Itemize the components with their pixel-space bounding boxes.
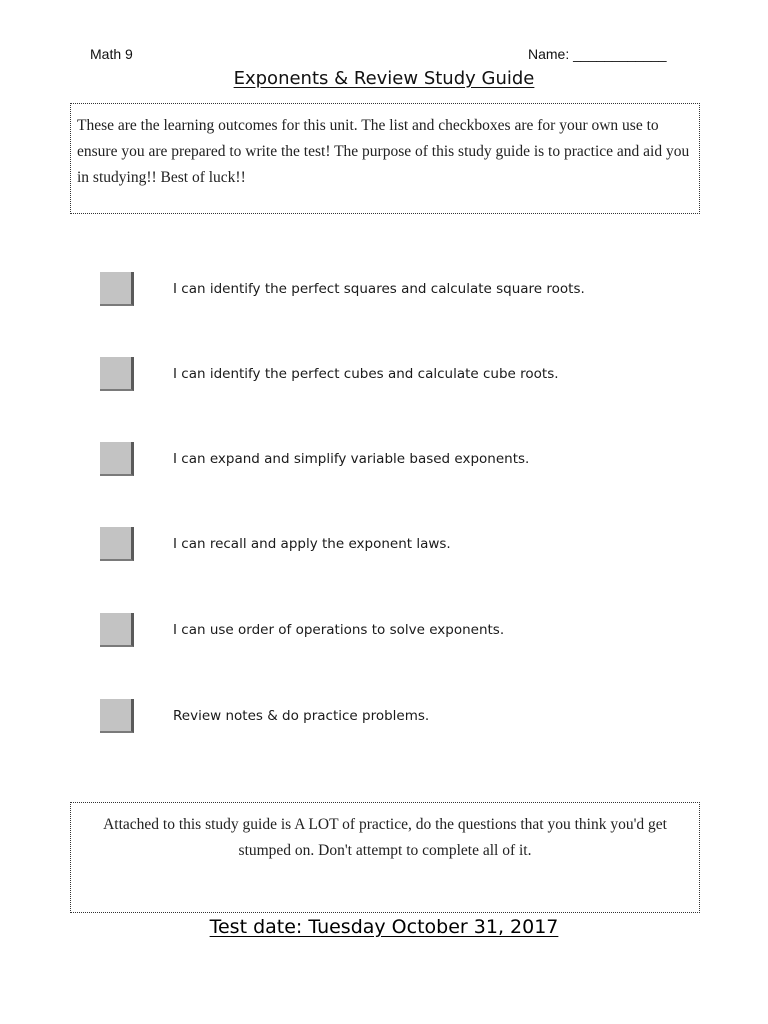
checklist-item[interactable] [100, 272, 660, 308]
checklist-item-label: I can identify the perfect cubes and calculate cube roots. [173, 366, 559, 382]
checklist-item[interactable] [100, 699, 660, 735]
checklist-item-label: I can identify the perfect squares and calculate square roots. [173, 281, 585, 297]
checkbox[interactable] [100, 357, 134, 391]
test-date: Test date: Tuesday October 31, 2017 [209, 916, 559, 938]
note-text: Attached to this study guide is A LOT of practice, do the questions that you think you'd get stumped on. Don't attempt to complete all of it. [103, 816, 667, 859]
checklist-item-label: I can use order of operations to solve exponents. [173, 622, 505, 638]
intro-box [70, 103, 700, 214]
checklist-item-label: I can recall and apply the exponent laws. [173, 536, 451, 552]
checkbox[interactable] [100, 613, 134, 647]
name-field-label: Name: ____________ [528, 46, 667, 62]
checkbox[interactable] [100, 442, 134, 476]
note-box [70, 802, 700, 913]
checkbox[interactable] [100, 272, 134, 306]
intro-text: These are the learning outcomes for this unit. The list and checkboxes are for your own use to ensure you are prepared to write the test! The purpose of this study guide is to practice and aid you in studying!! Best of luck!! [77, 117, 690, 186]
checkbox[interactable] [100, 527, 134, 561]
checkbox[interactable] [100, 699, 134, 733]
page-title: Exponents & Review Study Guide [233, 68, 535, 89]
checklist-item[interactable] [100, 442, 660, 478]
checklist-item-label: Review notes & do practice problems. [173, 708, 430, 724]
checklist-item[interactable] [100, 357, 660, 393]
course-label: Math 9 [90, 46, 133, 62]
checklist-item[interactable] [100, 613, 660, 649]
checklist-item-label: I can expand and simplify variable based exponents. [173, 451, 530, 467]
checklist-item[interactable] [100, 527, 660, 563]
